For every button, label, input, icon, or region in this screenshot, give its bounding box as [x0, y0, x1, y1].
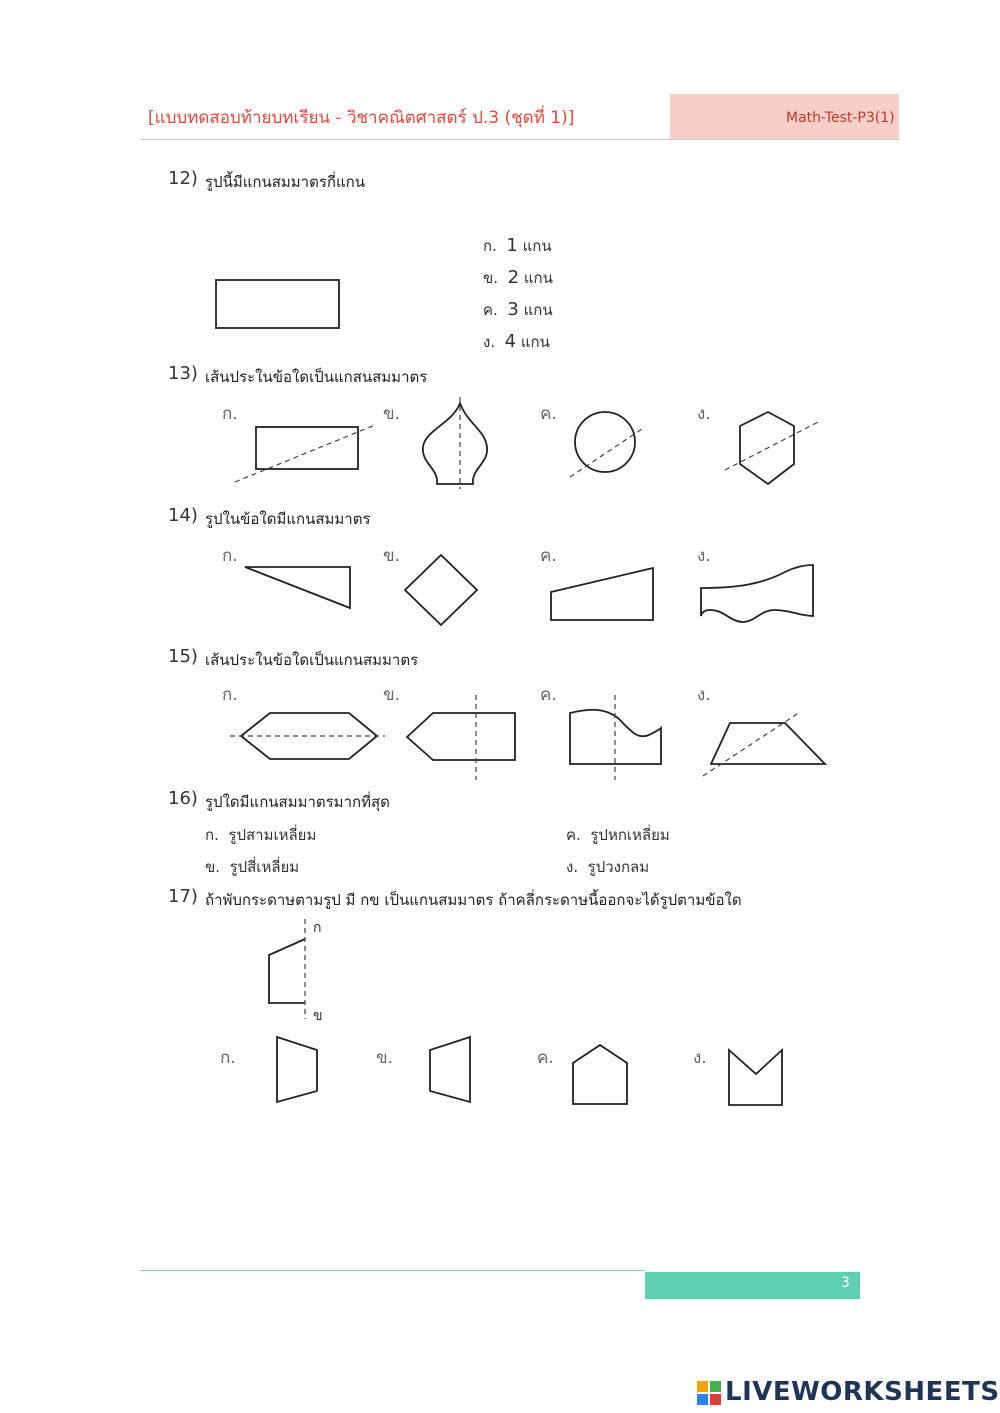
q13-figure-b[interactable] [423, 397, 487, 489]
q14-label-c[interactable]: ค. [540, 546, 557, 566]
q15-figure-b[interactable] [407, 695, 515, 780]
q14-figures [225, 540, 845, 640]
q17-figure-a[interactable] [277, 1037, 317, 1102]
q16-option-c-letter: ค. [566, 826, 581, 844]
q16-option-d[interactable] [566, 855, 649, 879]
question-13-number: 13) [168, 363, 198, 384]
q16-option-b[interactable] [205, 855, 299, 879]
q12-option-d-letter: ง. [483, 333, 496, 351]
q12-option-c-value: 3 [507, 299, 519, 320]
question-14-number: 14) [168, 505, 198, 526]
q15-figure-c[interactable] [570, 695, 661, 780]
q14-figure-c[interactable] [551, 568, 653, 620]
q15-label-c[interactable]: ค. [540, 685, 557, 705]
q12-option-b-letter: ข. [483, 269, 499, 287]
q12-option-b-unit: แกน [523, 269, 553, 287]
q16-option-c[interactable] [566, 823, 670, 847]
q17-label-a[interactable]: ก. [220, 1048, 236, 1068]
q12-option-d[interactable] [483, 330, 550, 354]
q13-label-b[interactable]: ข. [383, 404, 401, 424]
q16-option-d-text: รูปวงกลม [587, 858, 650, 876]
question-15-text: เส้นประในข้อใดเป็นแกนสมมาตร [205, 651, 419, 669]
q17-figure-b[interactable] [430, 1037, 470, 1102]
header-divider [140, 139, 900, 140]
q16-option-a-letter: ก. [205, 826, 219, 844]
q16-option-a-text: รูปสามเหลี่ยม [228, 826, 317, 844]
liveworksheets-logo-icon [697, 1381, 721, 1405]
question-12-text: รูปนี้มีแกนสมมาตรกี่แกน [205, 173, 365, 191]
worksheet-title: [แบบทดสอบท้ายบทเรียน - วิชาคณิตศาสตร์ ป.3 (ชุดที่ 1)] [148, 108, 575, 128]
q14-figure-d[interactable] [701, 565, 813, 622]
q13-label-d[interactable]: ง. [697, 404, 711, 424]
question-17-number: 17) [168, 886, 198, 907]
q12-option-c-unit: แกน [523, 301, 553, 319]
question-16-number: 16) [168, 788, 198, 809]
q16-option-d-letter: ง. [566, 858, 579, 876]
q15-figure-d[interactable] [703, 712, 825, 776]
q15-label-d[interactable]: ง. [697, 685, 711, 705]
q12-option-d-value: 4 [504, 331, 517, 352]
q12-option-b[interactable] [483, 266, 553, 290]
q14-label-b[interactable]: ข. [383, 546, 401, 566]
q17-folded-figure [255, 915, 335, 1025]
q17-figure-d[interactable] [729, 1050, 782, 1105]
question-13-text: เส้นประในข้อใดเป็นแกสนสมมาตร [205, 368, 428, 386]
q17-label-d[interactable]: ง. [693, 1048, 707, 1068]
q15-figures [225, 680, 845, 790]
q15-label-b[interactable]: ข. [383, 685, 401, 705]
q13-figure-a[interactable] [235, 425, 375, 482]
q17-answer-figures [260, 1030, 800, 1115]
q14-figure-b[interactable] [405, 555, 477, 625]
q15-label-a[interactable]: ก. [222, 685, 238, 705]
q16-option-a[interactable] [205, 823, 316, 847]
q12-option-a-value: 1 [506, 235, 518, 256]
q16-option-b-letter: ข. [205, 858, 221, 876]
q14-label-a[interactable]: ก. [222, 546, 238, 566]
question-15-number: 15) [168, 646, 198, 667]
q17-point-bottom: ข [313, 1008, 323, 1024]
q12-option-c-letter: ค. [483, 301, 498, 319]
q12-rectangle-figure [210, 274, 350, 334]
q12-option-d-unit: แกน [520, 333, 550, 351]
footer-page-box [645, 1272, 860, 1299]
q17-figure-c[interactable] [573, 1045, 627, 1104]
q12-option-a-unit: แกน [522, 237, 552, 255]
q12-option-b-value: 2 [507, 267, 520, 288]
q17-label-b[interactable]: ข. [376, 1048, 394, 1068]
q15-figure-a[interactable] [230, 713, 385, 759]
question-12-number: 12) [168, 168, 198, 189]
q12-option-a-letter: ก. [483, 237, 497, 255]
q14-figure-a[interactable] [245, 567, 350, 608]
question-14-text: รูปในข้อใดมีแกนสมมาตร [205, 510, 371, 528]
footer-divider [140, 1270, 645, 1271]
q14-label-d[interactable]: ง. [697, 546, 711, 566]
q16-option-c-text: รูปหกเหลี่ยม [590, 826, 670, 844]
q13-figures [225, 385, 845, 495]
q13-figure-c[interactable] [570, 412, 645, 477]
q12-option-a[interactable] [483, 234, 552, 258]
page-number: 3 [841, 1275, 850, 1291]
q17-point-top: ก [313, 920, 322, 936]
q13-label-a[interactable]: ก. [222, 404, 238, 424]
q13-figure-d[interactable] [725, 412, 820, 484]
q17-label-c[interactable]: ค. [537, 1048, 554, 1068]
liveworksheets-brand[interactable]: LIVEWORKSHEETS [725, 1377, 1000, 1407]
worksheet-code: Math-Test-P3(1) [786, 110, 895, 126]
q13-label-c[interactable]: ค. [540, 404, 557, 424]
question-17-text: ถ้าพับกระดาษตามรูป มี กข เป็นแกนสมมาตร ถ้าคลี่กระดาษนี้ออกจะได้รูปตามข้อใด [205, 891, 742, 909]
question-16-text: รูปใดมีแกนสมมาตรมากที่สุด [205, 793, 390, 811]
q12-option-c[interactable] [483, 298, 553, 322]
q16-option-b-text: รูปสี่เหลี่ยม [229, 858, 300, 876]
